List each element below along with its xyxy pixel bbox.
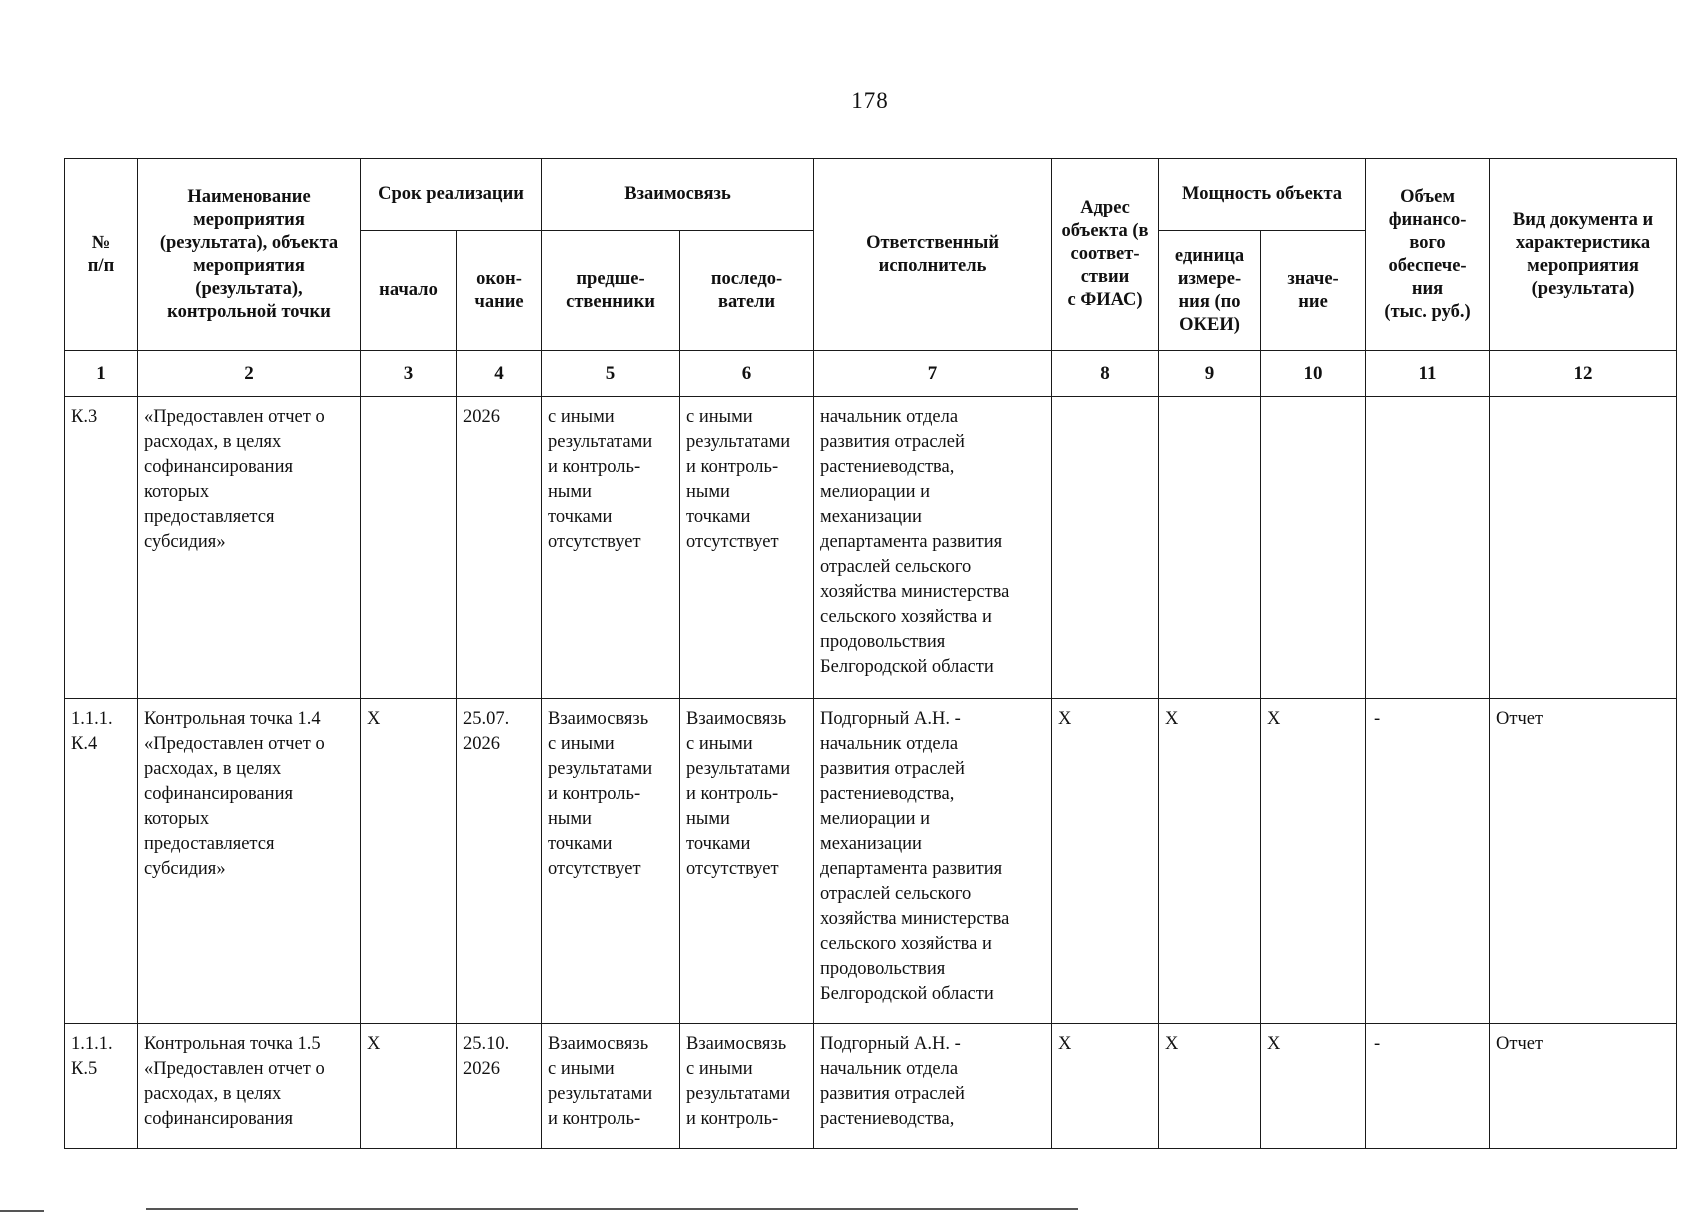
cell-end: 25.10. 2026 xyxy=(457,1024,542,1149)
cell-address: X xyxy=(1052,1024,1159,1149)
column-number: 3 xyxy=(361,351,457,397)
cell-start: X xyxy=(361,699,457,1024)
column-number: 8 xyxy=(1052,351,1159,397)
column-number: 6 xyxy=(680,351,814,397)
header-predecessors: предше- ственники xyxy=(542,231,680,351)
cell-number: 1.1.1. К.4 xyxy=(65,699,138,1024)
cell-name: Контрольная точка 1.5 «Предоставлен отчет о расходах, в целях софинансирования xyxy=(138,1024,361,1149)
header-value: значе- ние xyxy=(1261,231,1366,351)
cell-value xyxy=(1261,397,1366,699)
cell-funding: - xyxy=(1366,699,1490,1024)
cell-document: Отчет xyxy=(1490,699,1677,1024)
cell-unit: X xyxy=(1159,1024,1261,1149)
cell-unit: X xyxy=(1159,699,1261,1024)
header-address: Адрес объекта (в соответ- ствии с ФИАС) xyxy=(1052,159,1159,351)
column-number: 4 xyxy=(457,351,542,397)
cell-responsible: Подгорный А.Н. - начальник отдела развития отраслей растениеводства, xyxy=(814,1024,1052,1149)
column-number: 10 xyxy=(1261,351,1366,397)
plan-table xyxy=(64,158,1677,1149)
cell-responsible: начальник отдела развития отраслей растениеводства, мелиорации и механизации департамента развития отраслей сельского хозяйства министерства сельского хозяйства и продовольствия Белгородской области xyxy=(814,397,1052,699)
cell-predecessors: Взаимосвязь с иными результатами и контроль- xyxy=(542,1024,680,1149)
cell-unit xyxy=(1159,397,1261,699)
cell-start: X xyxy=(361,1024,457,1149)
cell-address: X xyxy=(1052,699,1159,1024)
column-number-row xyxy=(65,351,1677,397)
column-number: 2 xyxy=(138,351,361,397)
cell-document: Отчет xyxy=(1490,1024,1677,1149)
cell-predecessors: Взаимосвязь с иными результатами и контроль- ными точками отсутствует xyxy=(542,699,680,1024)
table-row xyxy=(65,699,1677,1024)
header-funding: Объем финансо- вого обеспече- ния (тыс. руб.) xyxy=(1366,159,1490,351)
header-start: начало xyxy=(361,231,457,351)
cell-funding xyxy=(1366,397,1490,699)
cell-start xyxy=(361,397,457,699)
header-link-group: Взаимосвязь xyxy=(542,159,814,231)
cell-name: Контрольная точка 1.4 «Предоставлен отчет о расходах, в целях софинансирования которых предоставляется субсидия» xyxy=(138,699,361,1024)
header-term-group: Срок реализации xyxy=(361,159,542,231)
cell-successors: Взаимосвязь с иными результатами и контроль- ными точками отсутствует xyxy=(680,699,814,1024)
cell-funding: - xyxy=(1366,1024,1490,1149)
column-number: 1 xyxy=(65,351,138,397)
cell-end: 2026 xyxy=(457,397,542,699)
cell-address xyxy=(1052,397,1159,699)
cell-successors: Взаимосвязь с иными результатами и контроль- xyxy=(680,1024,814,1149)
header-capacity-group: Мощность объекта xyxy=(1159,159,1366,231)
header-successors: последо- ватели xyxy=(680,231,814,351)
cell-document xyxy=(1490,397,1677,699)
column-number: 11 xyxy=(1366,351,1490,397)
page-number: 178 xyxy=(851,88,889,113)
header-name: Наименование мероприятия (результата), объекта мероприятия (результата), контрольной точки xyxy=(138,159,361,351)
header-document: Вид документа и характеристика мероприятия (результата) xyxy=(1490,159,1677,351)
cell-value: X xyxy=(1261,699,1366,1024)
column-number: 9 xyxy=(1159,351,1261,397)
cell-number: 1.1.1. К.5 xyxy=(65,1024,138,1149)
header-unit: единица измере- ния (по ОКЕИ) xyxy=(1159,231,1261,351)
column-number: 5 xyxy=(542,351,680,397)
cell-name: «Предоставлен отчет о расходах, в целях софинансирования которых предоставляется субсидия» xyxy=(138,397,361,699)
footer-rule xyxy=(146,1208,1078,1210)
header-end: окон- чание xyxy=(457,231,542,351)
table-body xyxy=(65,397,1677,1149)
table-row xyxy=(65,1024,1677,1149)
table-header xyxy=(65,159,1677,397)
cell-successors: с иными результатами и контроль- ными точками отсутствует xyxy=(680,397,814,699)
cell-end: 25.07. 2026 xyxy=(457,699,542,1024)
header-number: № п/п xyxy=(65,159,138,351)
cell-responsible: Подгорный А.Н. - начальник отдела развития отраслей растениеводства, мелиорации и механизации департамента развития отраслей сельского хозяйства министерства сельского хозяйства и продовольствия Белгородской области xyxy=(814,699,1052,1024)
column-number: 7 xyxy=(814,351,1052,397)
cell-value: X xyxy=(1261,1024,1366,1149)
column-number: 12 xyxy=(1490,351,1677,397)
table-row xyxy=(65,397,1677,699)
cell-number: К.3 xyxy=(65,397,138,699)
cell-predecessors: с иными результатами и контроль- ными точками отсутствует xyxy=(542,397,680,699)
header-responsible: Ответственный исполнитель xyxy=(814,159,1052,351)
